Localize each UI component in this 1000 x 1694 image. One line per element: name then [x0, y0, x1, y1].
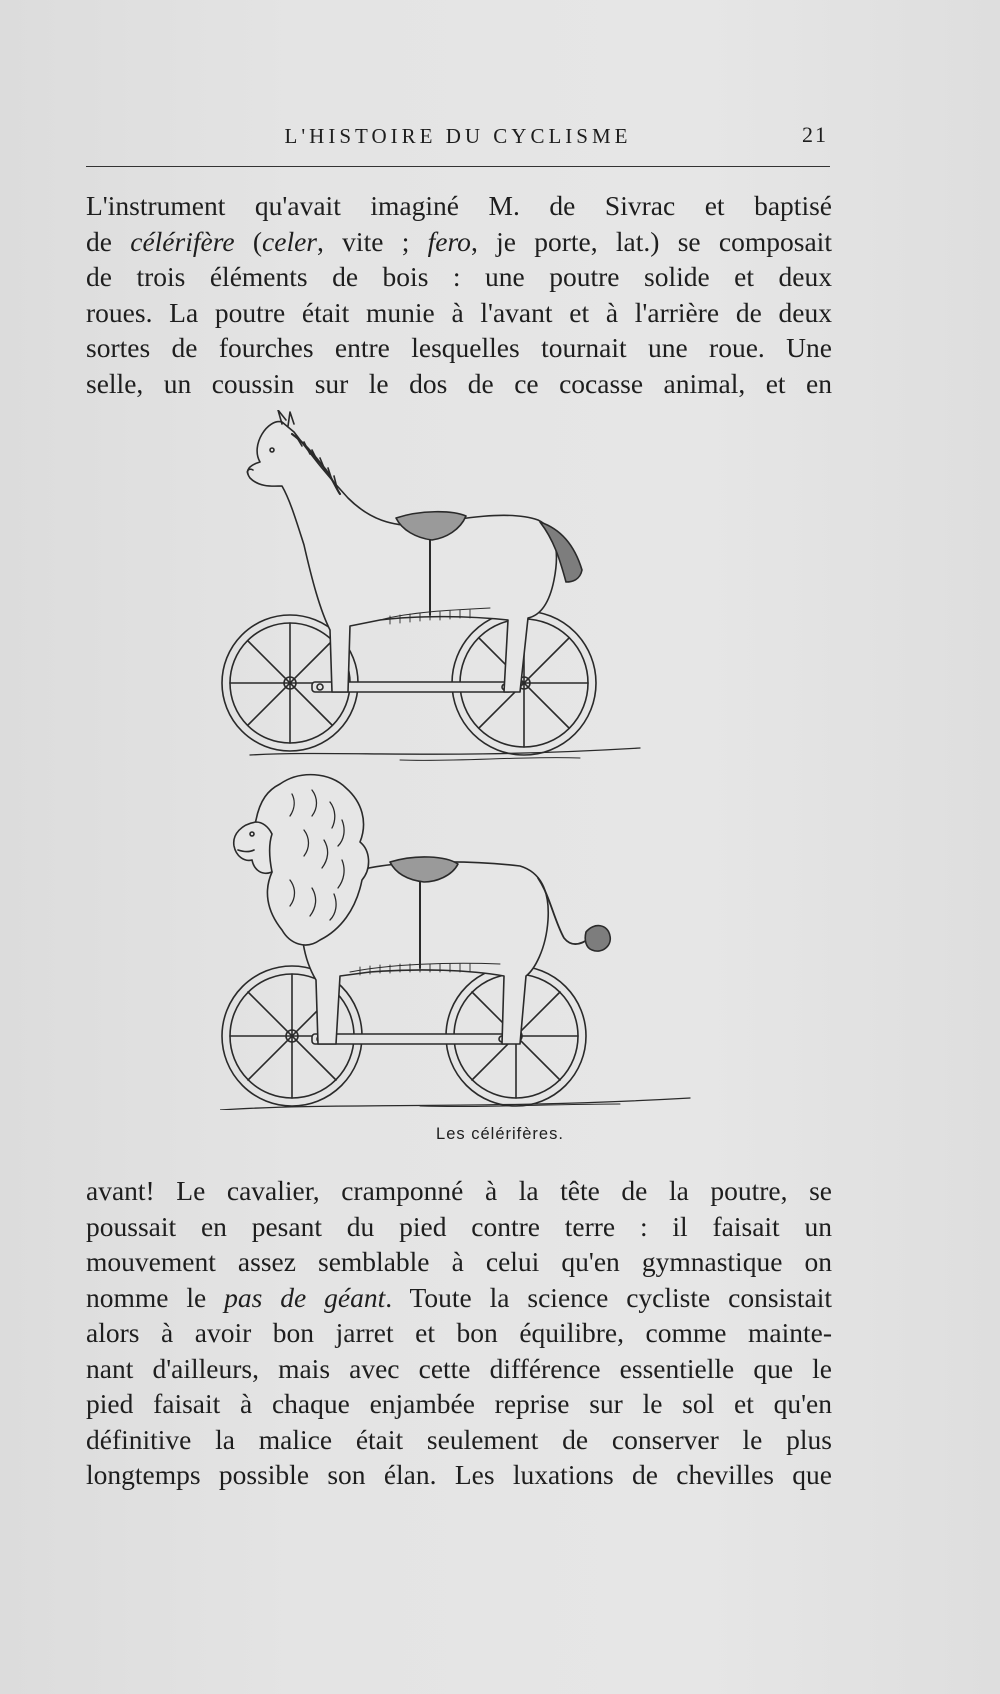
text-line: nant d'ailleurs, mais avec cette différence essentielle que le — [86, 1352, 832, 1384]
text-line: nomme le pas de géant. Toute la science cycliste consistait — [86, 1281, 832, 1313]
page-header — [86, 122, 830, 152]
bottom-paragraph — [86, 1173, 832, 1493]
figure-caption: Les célérifères. — [436, 1125, 564, 1143]
text-line: roues. La poutre était munie à l'avant et à l'arrière de deux — [86, 296, 832, 328]
text-line: de célérifère (celer, vite ; fero, je porte, lat.) se composait — [86, 225, 832, 257]
top-paragraph — [86, 188, 832, 401]
text-line: mouvement assez semblable à celui qu'en gymnastique on — [86, 1246, 832, 1277]
page-number: 21 — [802, 122, 828, 147]
italic-term: pas de géant — [224, 1281, 386, 1313]
italic-term: célérifère — [130, 225, 235, 257]
text-line: poussait en pesant du pied contre terre : il faisait un — [86, 1210, 832, 1242]
text-line: sortes de fourches entre lesquelles tournait une roue. Une — [86, 332, 832, 363]
text-line: longtemps possible son élan. Les luxations de chevilles que — [86, 1459, 832, 1490]
lion-celerifere-drawing — [220, 775, 690, 1110]
text-line: selle, un coussin sur le dos de ce cocasse animal, et en — [86, 367, 832, 399]
text-line: pied faisait à chaque enjambée reprise sur le sol et qu'en — [86, 1388, 832, 1419]
horse-celerifere-drawing — [222, 410, 640, 760]
text-line: alors à avoir bon jarret et bon équilibre, comme mainte- — [86, 1317, 832, 1348]
text-line: de trois éléments de bois : une poutre solide et deux — [86, 261, 832, 292]
running-title: L'HISTOIRE DU CYCLISME — [284, 124, 632, 148]
text-line: avant! Le cavalier, cramponné à la tête de la poutre, se — [86, 1175, 832, 1206]
text-line: L'instrument qu'avait imaginé M. de Sivrac et baptisé — [86, 190, 832, 221]
celeriferes-illustration — [220, 410, 710, 1110]
italic-term: celer — [262, 225, 318, 257]
text-line: définitive la malice était seulement de conserver le plus — [86, 1423, 832, 1455]
italic-term: fero — [427, 225, 471, 257]
header-rule — [86, 166, 830, 167]
